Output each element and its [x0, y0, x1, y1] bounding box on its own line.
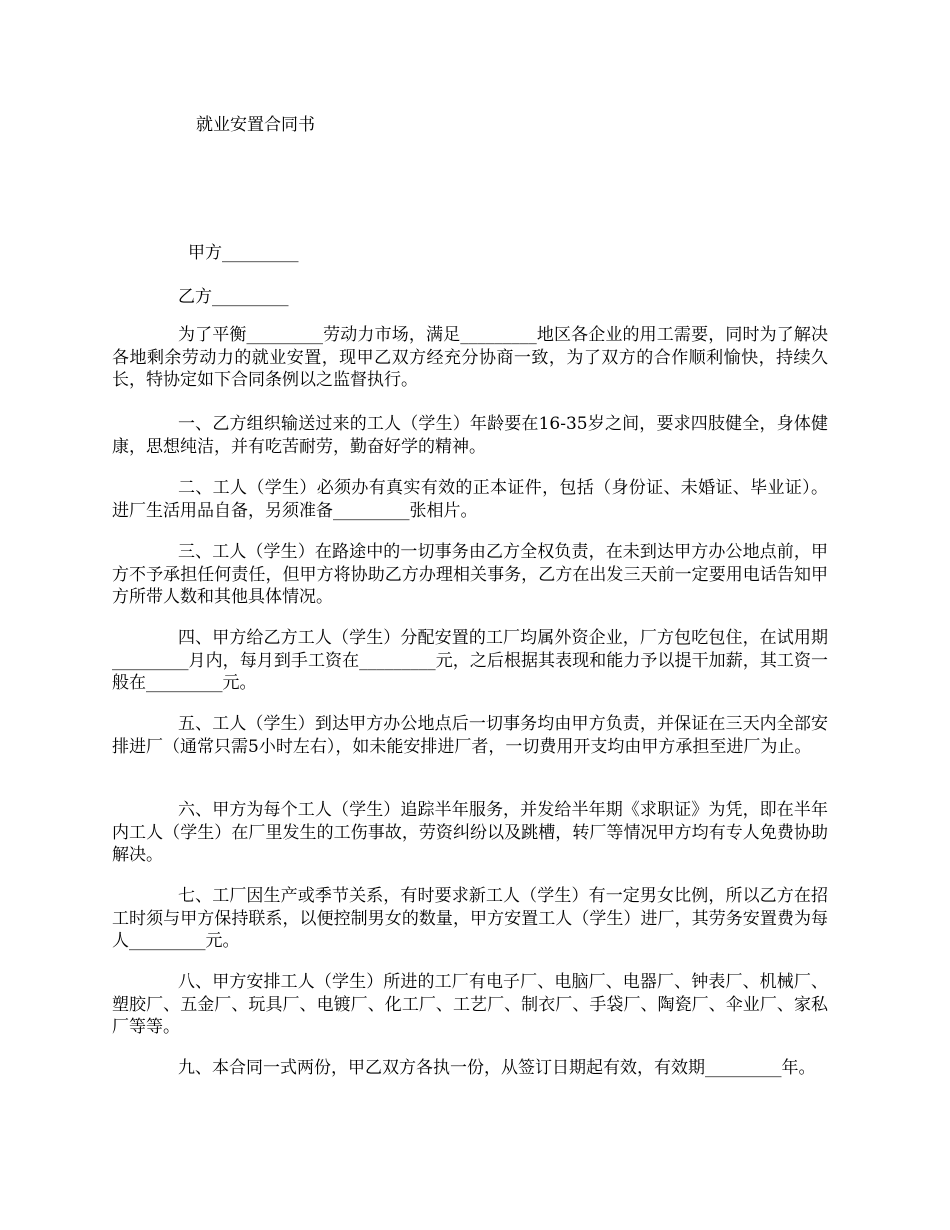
clause-7-paragraph: 七、工厂因生产或季节关系，有时要求新工人（学生）有一定男女比例，所以乙方在招工时须与甲方保持联系，以便控制男女的数量，甲方安置工人（学生）进厂，其劳务安置费为每人_________元。	[112, 886, 828, 951]
document-title: 就业安置合同书	[196, 115, 315, 135]
clause-8-paragraph: 八、甲方安排工人（学生）所进的工厂有电子厂、电脑厂、电器厂、钟表厂、机械厂、塑胶厂、五金厂、玩具厂、电镀厂、化工厂、工艺厂、制衣厂、手袋厂、陶瓷厂、伞业厂、家私厂等等。	[112, 972, 828, 1037]
clause-6-paragraph: 六、甲方为每个工人（学生）追踪半年服务，并发给半年期《求职证》为凭，即在半年内工人（学生）在厂里发生的工伤事故，劳资纠纷以及跳槽，转厂等情况甲方均有专人免费协助解决。	[112, 800, 828, 865]
clause-2-paragraph: 二、工人（学生）必须办有真实有效的正本证件，包括（身份证、未婚证、毕业证）。进厂生活用品自备，另须准备_________张相片。	[112, 478, 828, 521]
party-b-line: 乙方_________	[178, 287, 289, 307]
clause-3-paragraph: 三、工人（学生）在路途中的一切事务由乙方全权负责，在未到达甲方办公地点前，甲方不予承担任何责任，但甲方将协助乙方办理相关事务，乙方在出发三天前一定要用电话告知甲方所带人数和其他具体情况。	[112, 542, 828, 607]
clause-5-paragraph: 五、工人（学生）到达甲方办公地点后一切事务均由甲方负责，并保证在三天内全部安排进厂（通常只需5小时左右），如未能安排进厂者，一切费用开支均由甲方承担至进厂为止。	[112, 714, 828, 757]
clause-1-paragraph: 一、乙方组织输送过来的工人（学生）年龄要在16-35岁之间，要求四肢健全，身体健康，思想纯洁，并有吃苦耐劳，勤奋好学的精神。	[112, 414, 828, 457]
preamble-paragraph: 为了平衡_________劳动力市场，满足_________地区各企业的用工需要，同时为了解决各地剩余劳动力的就业安置，现甲乙双方经充分协商一致，为了双方的合作顺利愉快，持续久长，特协定如下合同条例以之监督执行。	[112, 325, 828, 390]
party-a-line: 甲方_________	[188, 243, 299, 263]
clause-4-paragraph: 四、甲方给乙方工人（学生）分配安置的工厂均属外资企业，厂方包吃包住，在试用期_________月内，每月到手工资在_________元，之后根据其表现和能力予以提干加薪，其工资一般在_________元。	[112, 628, 828, 693]
clause-9-paragraph: 九、本合同一式两份，甲乙双方各执一份，从签订日期起有效，有效期_________年。	[178, 1058, 816, 1078]
